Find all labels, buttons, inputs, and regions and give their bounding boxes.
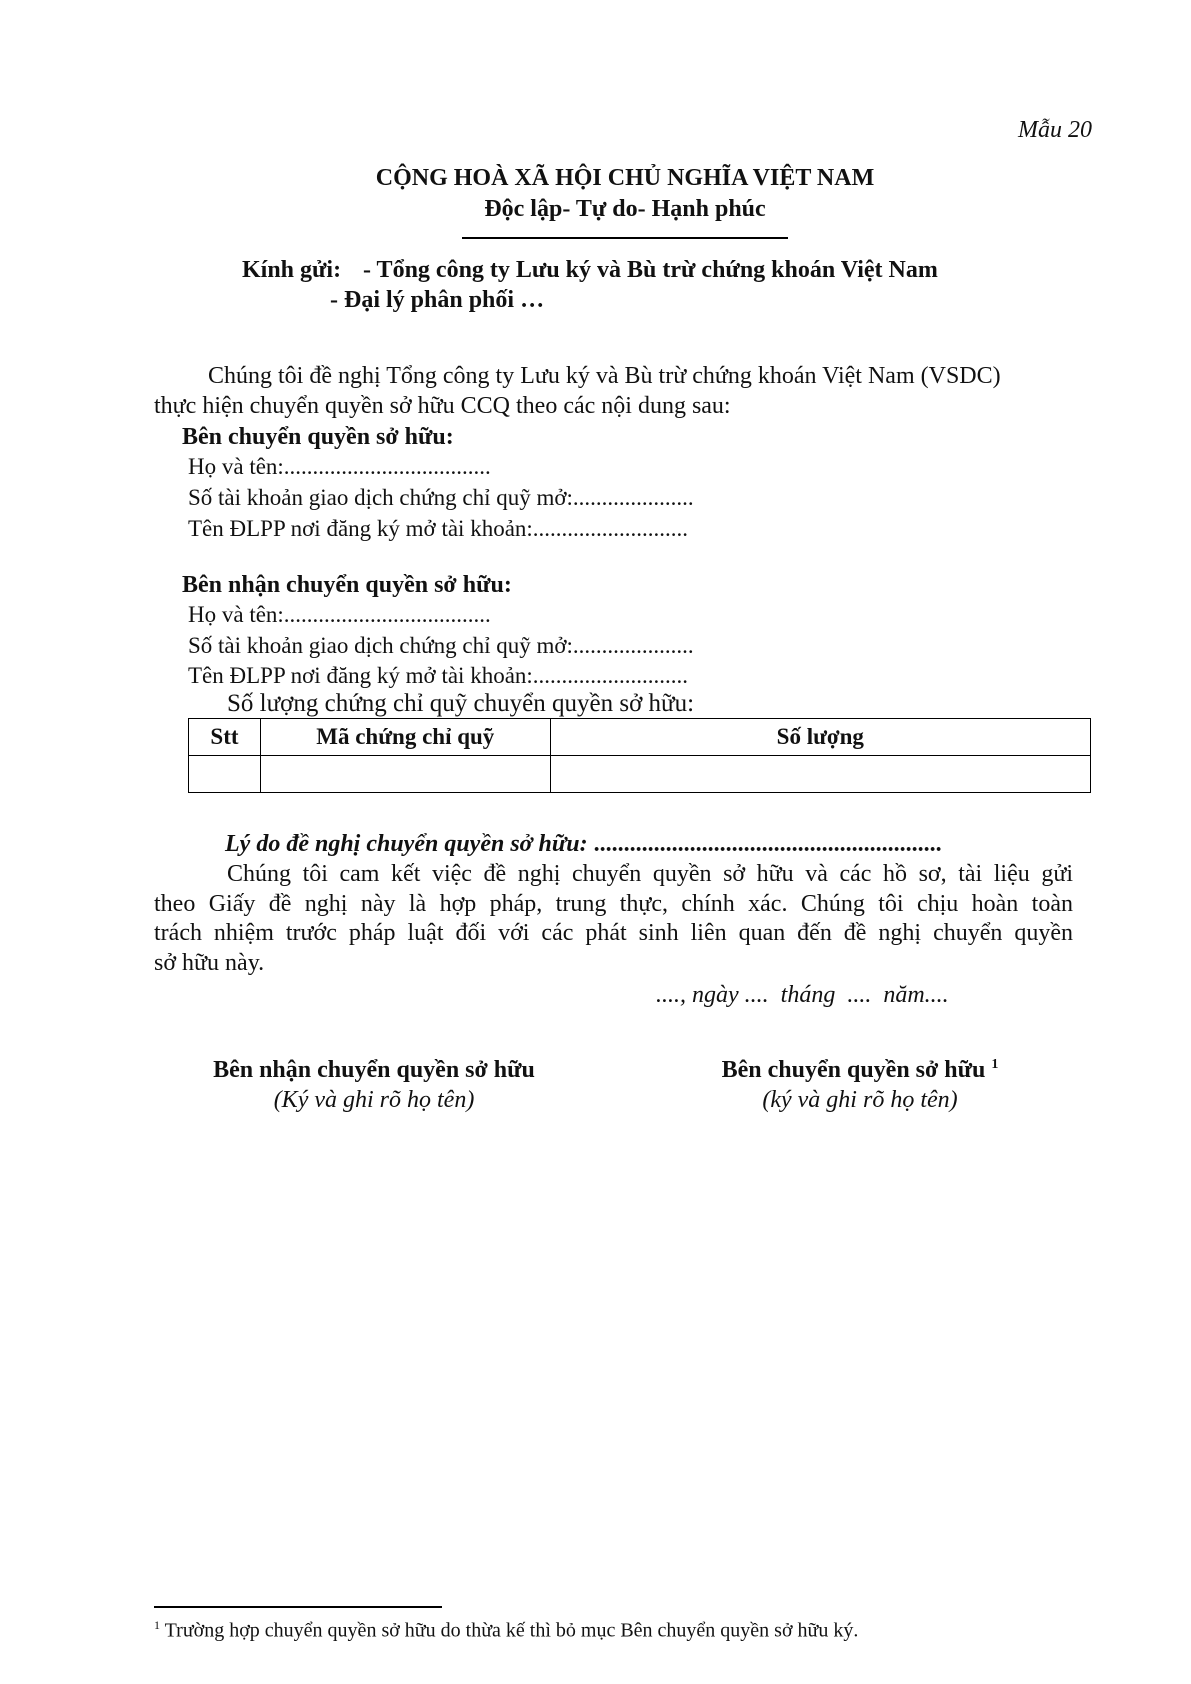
- transferee-heading: Bên nhận chuyển quyền sở hữu:: [182, 572, 512, 598]
- signature-left-title: Bên nhận chuyển quyền sở hữu: [213, 1057, 535, 1083]
- table-row: [189, 756, 1091, 793]
- reason-line: [225, 830, 942, 859]
- fund-certificate-table: [188, 718, 1091, 793]
- transferor-name-field[interactable]: Họ và tên:....................................: [188, 454, 491, 479]
- date-line[interactable]: ...., ngày .... tháng .... năm....: [656, 982, 949, 1008]
- commitment-line-2: theo Giấy đề nghị này là hợp pháp, trung thực, chính xác. Chúng tôi chịu hoàn toàn: [154, 891, 1073, 917]
- reason-label: Lý do đề nghị chuyển quyền sở hữu:: [225, 831, 588, 857]
- recipients-label: Kính gửi:: [242, 257, 342, 283]
- column-header-fund-code: Mã chứng chỉ quỹ: [260, 719, 550, 756]
- column-header-stt: Stt: [189, 719, 261, 756]
- cell-stt[interactable]: [189, 756, 261, 793]
- reason-field[interactable]: ..........................................................: [593, 831, 942, 857]
- column-header-quantity: Số lượng: [550, 719, 1090, 756]
- recipient-vsdc: - Tổng công ty Lưu ký và Bù trừ chứng khoán Việt Nam: [363, 257, 938, 283]
- footnote-marker: 1: [154, 1618, 160, 1632]
- commitment-line-1: Chúng tôi cam kết việc đề nghị chuyển quyền sở hữu và các hồ sơ, tài liệu gửi: [227, 861, 1073, 887]
- cell-fund-code[interactable]: [260, 756, 550, 793]
- footnote-text: Trường hợp chuyển quyền sở hữu do thừa kế thì bỏ mục Bên chuyển quyền sở hữu ký.: [164, 1619, 859, 1642]
- commitment-line-4: sở hữu này.: [154, 950, 265, 976]
- transferor-account-field[interactable]: Số tài khoản giao dịch chứng chỉ quỹ mở:.....................: [188, 485, 694, 510]
- intro-line-1: Chúng tôi đề nghị Tổng công ty Lưu ký và Bù trừ chứng khoán Việt Nam (VSDC): [208, 363, 1001, 389]
- intro-line-2: thực hiện chuyển quyền sở hữu CCQ theo các nội dung sau:: [154, 393, 731, 419]
- motto-underline: [462, 237, 788, 239]
- transferee-account-field[interactable]: Số tài khoản giao dịch chứng chỉ quỹ mở:.....................: [188, 633, 694, 658]
- recipient-distributor: - Đại lý phân phối …: [330, 287, 545, 313]
- cell-quantity[interactable]: [550, 756, 1090, 793]
- transferee-name-field[interactable]: Họ và tên:....................................: [188, 602, 491, 627]
- table-header-row: [189, 719, 1091, 756]
- signature-right-title: Bên chuyển quyền sở hữu: [721, 1057, 986, 1083]
- transferor-dlpp-field[interactable]: Tên ĐLPP nơi đăng ký mở tài khoản:...........................: [188, 516, 689, 541]
- footnote-reference: 1: [991, 1057, 999, 1072]
- footnote: [154, 1618, 858, 1643]
- signature-right-note: (ký và ghi rõ họ tên): [762, 1087, 958, 1113]
- transferor-heading: Bên chuyển quyền sở hữu:: [182, 424, 454, 450]
- form-code: Mẫu 20: [1018, 117, 1092, 143]
- transferee-dlpp-field[interactable]: Tên ĐLPP nơi đăng ký mở tài khoản:...........................: [188, 663, 689, 688]
- quantity-heading: Số lượng chứng chỉ quỹ chuyển quyền sở hữu:: [227, 690, 695, 717]
- signature-left-note: (Ký và ghi rõ họ tên): [273, 1087, 475, 1113]
- motto: Độc lập- Tự do- Hạnh phúc: [484, 196, 766, 222]
- signature-right-title-wrap: [660, 1056, 1060, 1085]
- commitment-line-3: trách nhiệm trước pháp luật đối với các phát sinh liên quan đến đề nghị chuyển quyền: [154, 920, 1073, 946]
- national-title: CỘNG HOÀ XÃ HỘI CHỦ NGHĨA VIỆT NAM: [375, 165, 875, 191]
- footnote-separator: [154, 1606, 442, 1608]
